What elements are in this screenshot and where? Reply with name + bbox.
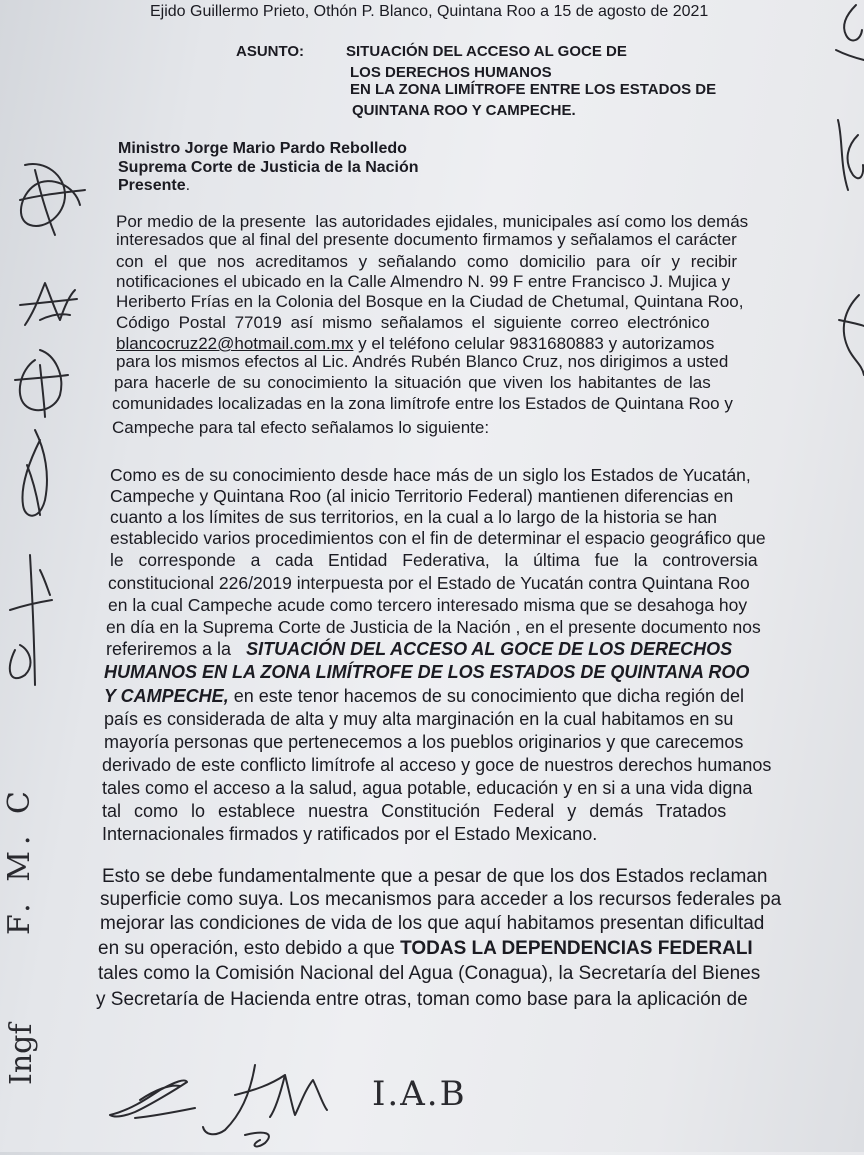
margin-signature-1: [5, 155, 95, 245]
margin-signature-2: [15, 275, 80, 335]
margin-initials: F. M. C: [2, 785, 37, 935]
p2-line: cuanto a los límites de sus territorios, en la cual a lo largo de la historia se han: [110, 507, 717, 527]
presente-dot: .: [185, 177, 191, 194]
p3-line: superficie como suya. Los mecanismos para acceder a los recursos federales pa: [100, 889, 782, 910]
p2-line: país es considerada de alta y muy alta marginación en la cual habitamos en su: [104, 709, 734, 729]
p2-line: constitucional 226/2019 interpuesta por el Estado de Yucatán contra Quintana Roo: [108, 573, 750, 593]
addressee-presente: [118, 176, 190, 196]
subject-line: LOS DERECHOS HUMANOS: [350, 64, 552, 81]
subject-label: ASUNTO:: [236, 43, 305, 60]
p1-line: para hacerle de su conocimiento la situación que viven los habitantes de las: [114, 373, 711, 392]
p2-line: tales como el acceso a la salud, agua potable, educación y en si a una vida digna: [102, 778, 753, 798]
p1-line: interesados que al final del presente documento firmamos y señalamos el carácter: [116, 230, 737, 249]
p2-line: referiremos a la: [106, 639, 232, 659]
p2-line: Como es de su conocimiento desde hace más de un siglo los Estados de Yucatán,: [110, 465, 751, 485]
p2-line: en la cual Campeche acude como tercero interesado misma que se desahoga hoy: [108, 595, 748, 615]
p1-line: con el que nos acreditamos y señalando como domicilio para oír y recibir: [116, 252, 737, 271]
dependencias-emphasis: TODAS LA DEPENDENCIAS FEDERALI: [400, 938, 753, 959]
p2-emphasis-line: [106, 639, 732, 659]
p3-line: en su operación, esto debido a que: [98, 938, 395, 959]
p2-line: Internacionales firmados y ratificados por el Estado Mexicano.: [102, 824, 598, 844]
margin-bottom-signature: Ingf: [4, 1023, 39, 1085]
subject-line: SITUACIÓN DEL ACCESO AL GOCE DE: [346, 43, 627, 60]
p3-line: y Secretaría de Hacienda entre otras, toman como base para la aplicación de: [96, 989, 748, 1010]
subject-line: EN LA ZONA LIMÍTROFE ENTRE LOS ESTADOS DE: [350, 81, 717, 98]
p1-line: Por medio de la presente las autoridades ejidales, municipales así como los demás: [116, 212, 749, 231]
subject-emphasis: SITUACIÓN DEL ACCESO AL GOCE DE LOS DERECHOS: [246, 639, 733, 659]
margin-signature-3: [10, 345, 70, 420]
p1-line: Campeche para tal efecto señalamos lo siguiente:: [112, 418, 490, 437]
margin-signature-4: [15, 425, 55, 525]
p3-line: tales como la Comisión Nacional del Agua (Conagua), la Secretaría del Bienes: [98, 963, 761, 984]
addressee-name: Ministro Jorge Mario Pardo Rebolledo: [118, 140, 407, 157]
p1-email-line: [116, 334, 714, 354]
signature-1: [105, 1060, 205, 1130]
subject-line: QUINTANA ROO Y CAMPECHE.: [352, 102, 576, 119]
p2-line: Campeche y Quintana Roo (al inicio Territorio Federal) mantienen diferencias en: [110, 486, 734, 506]
margin-signature-5: [0, 550, 55, 690]
p2-emphasis-line: [104, 686, 744, 706]
right-edge-mark-2: [828, 115, 864, 200]
p2-line: le corresponde a cada Entidad Federativa, la última fue la controversia: [110, 550, 758, 570]
p1-line: Heriberto Frías en la Colonia del Bosque en la Ciudad de Chetumal, Quintana Roo,: [116, 292, 744, 311]
place-date: Ejido Guillermo Prieto, Othón P. Blanco, Quintana Roo a 15 de agosto de 2021: [150, 3, 709, 20]
p1-line: Código Postal 77019 así mismo señalamos el siguiente correo electrónico: [116, 313, 710, 332]
right-edge-mark-3: [834, 290, 864, 380]
p2-line: derivado de este conflicto limítrofe al acceso y goce de nuestros derechos humanos: [102, 755, 772, 775]
signature-2: [195, 1055, 335, 1150]
signature-initials: I.A.B: [372, 1074, 467, 1114]
addressee-institution: Suprema Corte de Justicia de la Nación: [118, 159, 419, 176]
email-link[interactable]: blancocruz22@hotmail.com.mx: [116, 334, 354, 353]
presente-word: Presente: [118, 177, 186, 194]
right-edge-mark-1: [826, 0, 864, 70]
p1-line: notificaciones el ubicado en la Calle Almendro N. 99 F entre Francisco J. Mujica y: [116, 272, 731, 291]
p2-line: establecido varios procedimientos con el fin de determinar el espacio geográfico que: [110, 528, 766, 548]
p2-line: en este tenor hacemos de su conocimiento que dicha región del: [233, 686, 745, 706]
p3-line: Esto se debe fundamentalmente que a pesar de que los dos Estados reclaman: [102, 866, 768, 887]
p2-line: mayoría personas que pertenecemos a los pueblos originarios y que carecemos: [104, 732, 744, 752]
subject-emphasis: HUMANOS EN LA ZONA LIMÍTROFE DE LOS ESTADOS DE QUINTANA ROO: [104, 662, 750, 682]
p1-line: comunidades localizadas en la zona limítrofe entre los Estados de Quintana Roo y: [112, 394, 733, 413]
p1-line: para los mismos efectos al Lic. Andrés Rubén Blanco Cruz, nos dirigimos a usted: [116, 352, 729, 371]
p3-line: mejorar las condiciones de vida de los que aquí habitamos presentan dificultad: [100, 913, 765, 934]
subject-emphasis: Y CAMPECHE,: [104, 686, 229, 706]
p2-line: tal como lo establece nuestra Constitución Federal y demás Tratados: [102, 801, 727, 821]
p1-line: y el teléfono celular 9831680883 y autorizamos: [358, 334, 715, 353]
p3-emphasis-line: [98, 939, 753, 959]
p2-line: en día en la Suprema Corte de Justicia de la Nación , en el presente documento nos: [106, 617, 761, 637]
